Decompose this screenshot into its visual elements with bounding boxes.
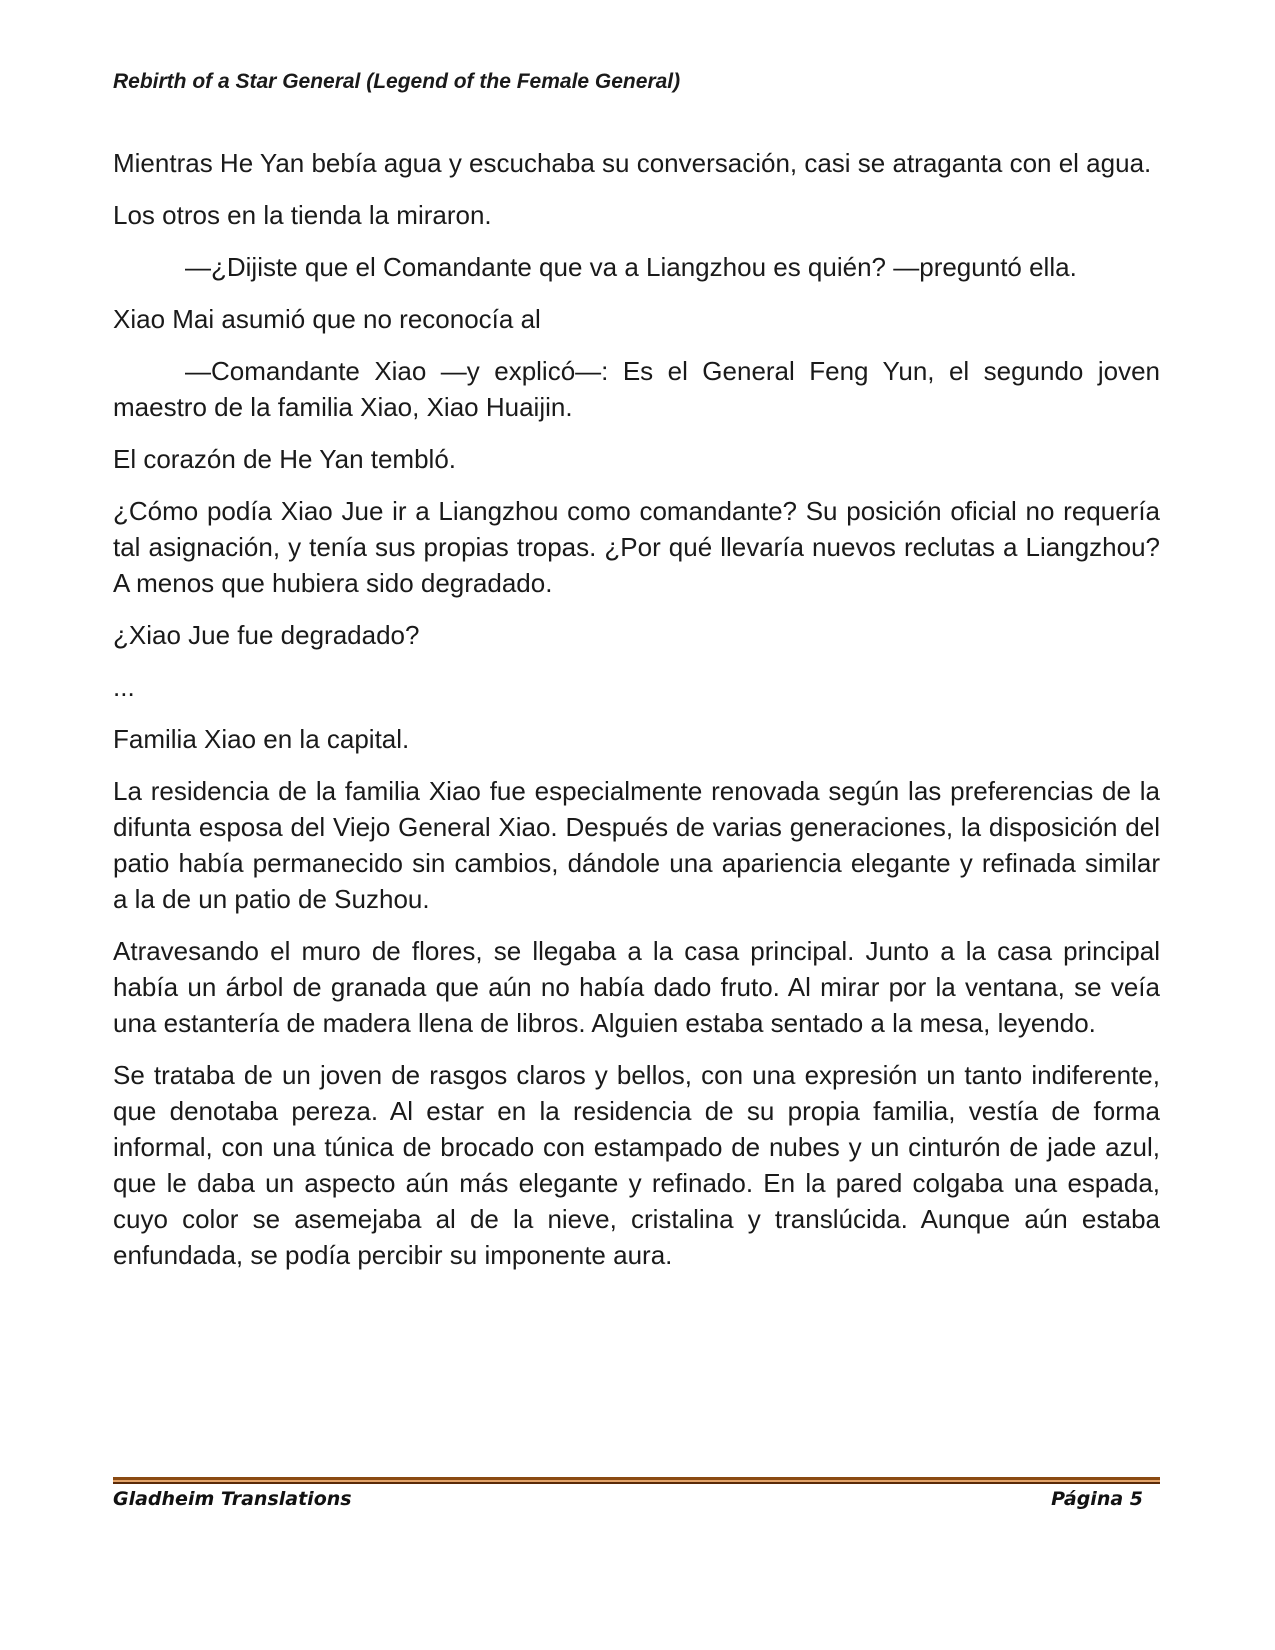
body-text <box>113 145 1160 1289</box>
footer-publisher: Gladheim Translations <box>113 1488 352 1510</box>
paragraph: La residencia de la familia Xiao fue especialmente renovada según las preferencias de la difunta esposa del Viejo General Xiao. Después de varias generaciones, la disposición del patio había permanecido sin cambios, dándole una apariencia elegante y refinada similar a la de un patio de Suzhou. <box>113 776 1160 914</box>
scene-break: ... <box>113 672 135 702</box>
dialogue-paragraph: —Comandante Xiao —y explicó—: Es el General Feng Yun, el segundo joven maestro de la familia Xiao, Xiao Huaijin. <box>113 356 1160 422</box>
paragraph: El corazón de He Yan tembló. <box>113 444 457 474</box>
paragraph: ¿Cómo podía Xiao Jue ir a Liangzhou como comandante? Su posición oficial no requería tal asignación, y tenía sus propias tropas. ¿Por qué llevaría nuevos reclutas a Liangzhou? A menos que hubiera sido degradado. <box>113 496 1160 598</box>
footer-page-number: Página 5 <box>1051 1488 1143 1510</box>
paragraph: Se trataba de un joven de rasgos claros y bellos, con una expresión un tanto indiferente, que denotaba pereza. Al estar en la residencia de su propia familia, vestía de forma informal, con una túnica de brocado con estampado de nubes y un cinturón de jade azul, que le daba un aspecto aún más elegante y refinado. En la pared colgaba una espada, cuyo color se asemejaba al de la nieve, cristalina y translúcida. Aunque aún estaba enfundada, se podía percibir su imponente aura. <box>113 1060 1160 1270</box>
dialogue-paragraph: —¿Dijiste que el Comandante que va a Liangzhou es quién? —preguntó ella. <box>185 252 1077 282</box>
footer-divider <box>113 1477 1160 1485</box>
paragraph: Los otros en la tienda la miraron. <box>113 200 492 230</box>
running-header-title: Rebirth of a Star General (Legend of the Female General) <box>113 70 681 93</box>
footer-rule-line-bottom <box>113 1482 1160 1484</box>
page-footer <box>113 1488 1143 1518</box>
paragraph: Xiao Mai asumió que no reconocía al <box>113 304 541 334</box>
paragraph: Mientras He Yan bebía agua y escuchaba su conversación, casi se atraganta con el agua. <box>113 148 1152 178</box>
paragraph: Atravesando el muro de flores, se llegaba a la casa principal. Junto a la casa principal había un árbol de granada que aún no había dado fruto. Al mirar por la ventana, se veía una estantería de madera llena de libros. Alguien estaba sentado a la mesa, leyendo. <box>113 936 1160 1038</box>
paragraph: Familia Xiao en la capital. <box>113 724 410 754</box>
paragraph: ¿Xiao Jue fue degradado? <box>113 620 420 650</box>
